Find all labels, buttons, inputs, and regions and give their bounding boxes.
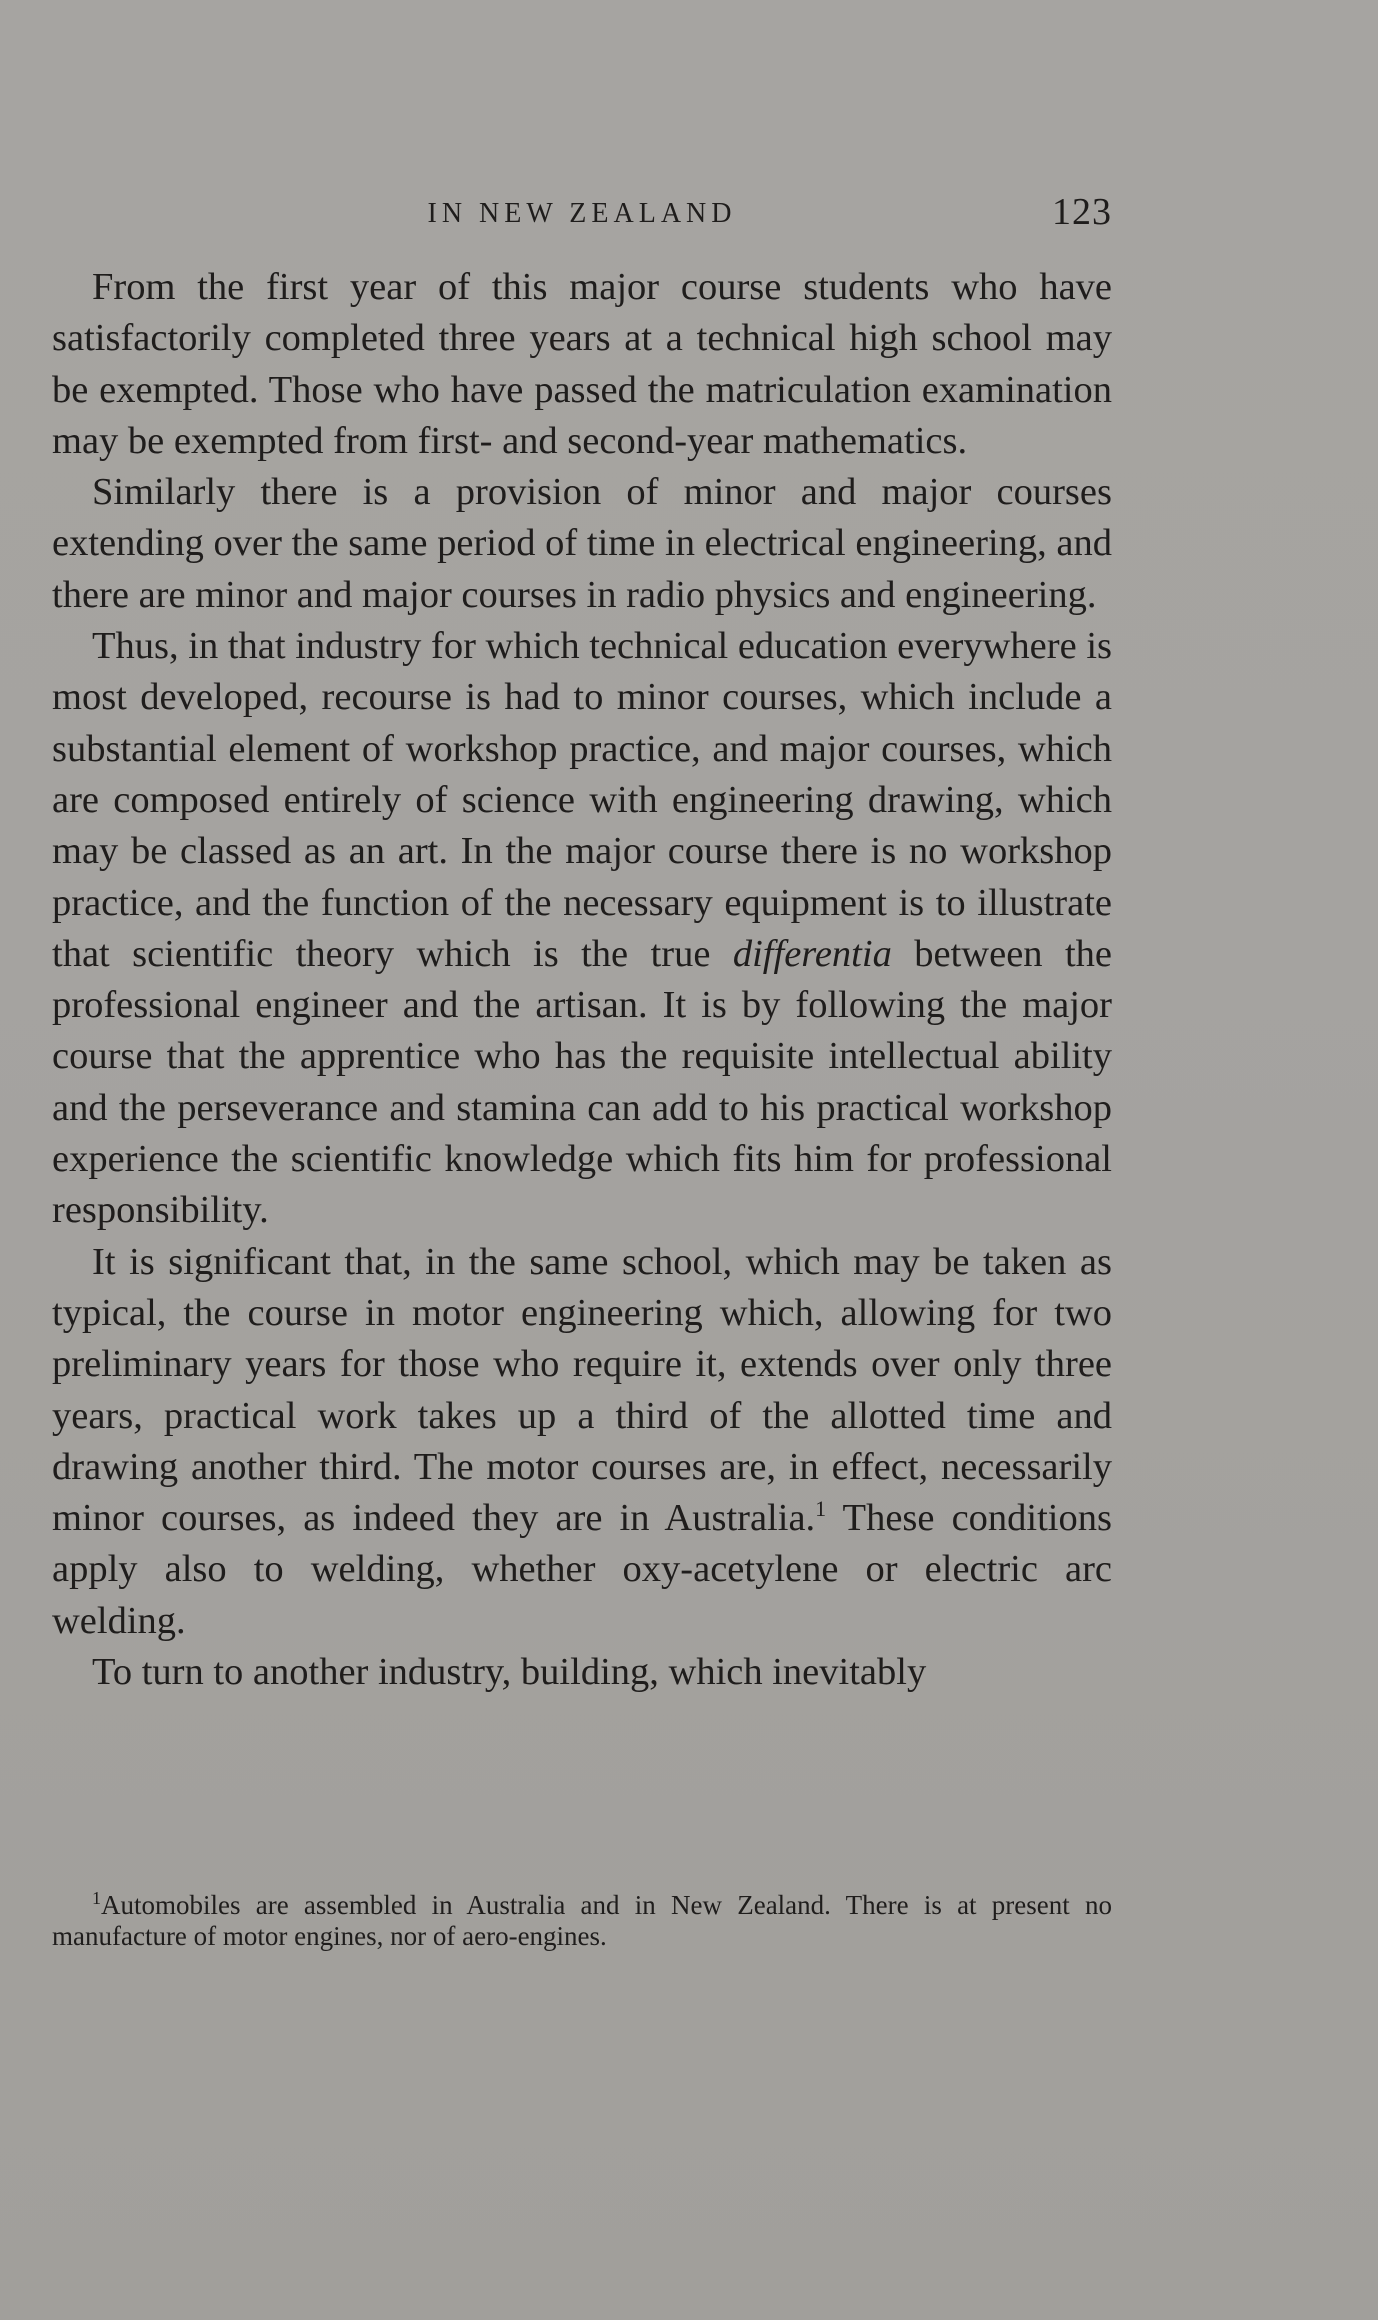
paragraph-1: From the first year of this major course students who have satisfactorily completed three years at a technical high school may be exempted. Those who have passed the matriculation examination may be exempted from first- and second-year mathematics. (52, 266, 1112, 462)
footnote-marker: 1 (92, 1888, 101, 1908)
footnote (52, 1890, 1112, 1952)
footnote-text: Automobiles are assembled in Australia and in New Zealand. There is at present no manufacture of motor engines, nor of aero-engines. (52, 1890, 1112, 1951)
paragraph-3-part-a: Thus, in that industry for which technical education everywhere is most developed, recourse is had to minor courses, which include a substantial element of workshop practice, and major courses, which are composed entirely of science with engineering drawing, which may be classed as an art. In the major course there is no workshop practice, and the function of the necessary equipment is to illustrate that scientific theory which is the true (52, 625, 1112, 975)
page-number: 123 (1052, 191, 1112, 233)
paragraph-3-part-b: between the professional engineer and the artisan. It is by following the major course that the apprentice who has the requisite intellectual ability and the perseverance and stamina can add to his practical workshop experience the scientific knowledge which fits him for professional responsibility. (52, 932, 1112, 1232)
paragraph-3 (52, 621, 1112, 1237)
footnote-reference: 1 (815, 1496, 827, 1522)
paragraph-4-part-b: These conditions apply also to welding, whether oxy-acetylene or electric arc welding. (52, 1497, 1112, 1642)
paragraph-5: To turn to another industry, building, which inevitably (92, 1651, 927, 1694)
paragraph-4-part-a: It is significant that, in the same school, which may be taken as typical, the course in motor engineering which, allowing for two preliminary years for those who require it, extends over only three years, practical work takes up a third of the allotted time and drawing another third. The motor courses are, in effect, necessarily minor courses, as indeed they are in Australia. (52, 1240, 1112, 1540)
page-header (52, 190, 1112, 250)
running-head: IN NEW ZEALAND (427, 198, 737, 229)
italic-term: differentia (732, 932, 892, 975)
paragraph-2: Similarly there is a provision of minor and major courses extending over the same period of time in electrical engineering, and there are minor and major courses in radio physics and engineering. (52, 471, 1112, 616)
body-text (52, 262, 1112, 1698)
paragraph-4 (52, 1237, 1112, 1647)
